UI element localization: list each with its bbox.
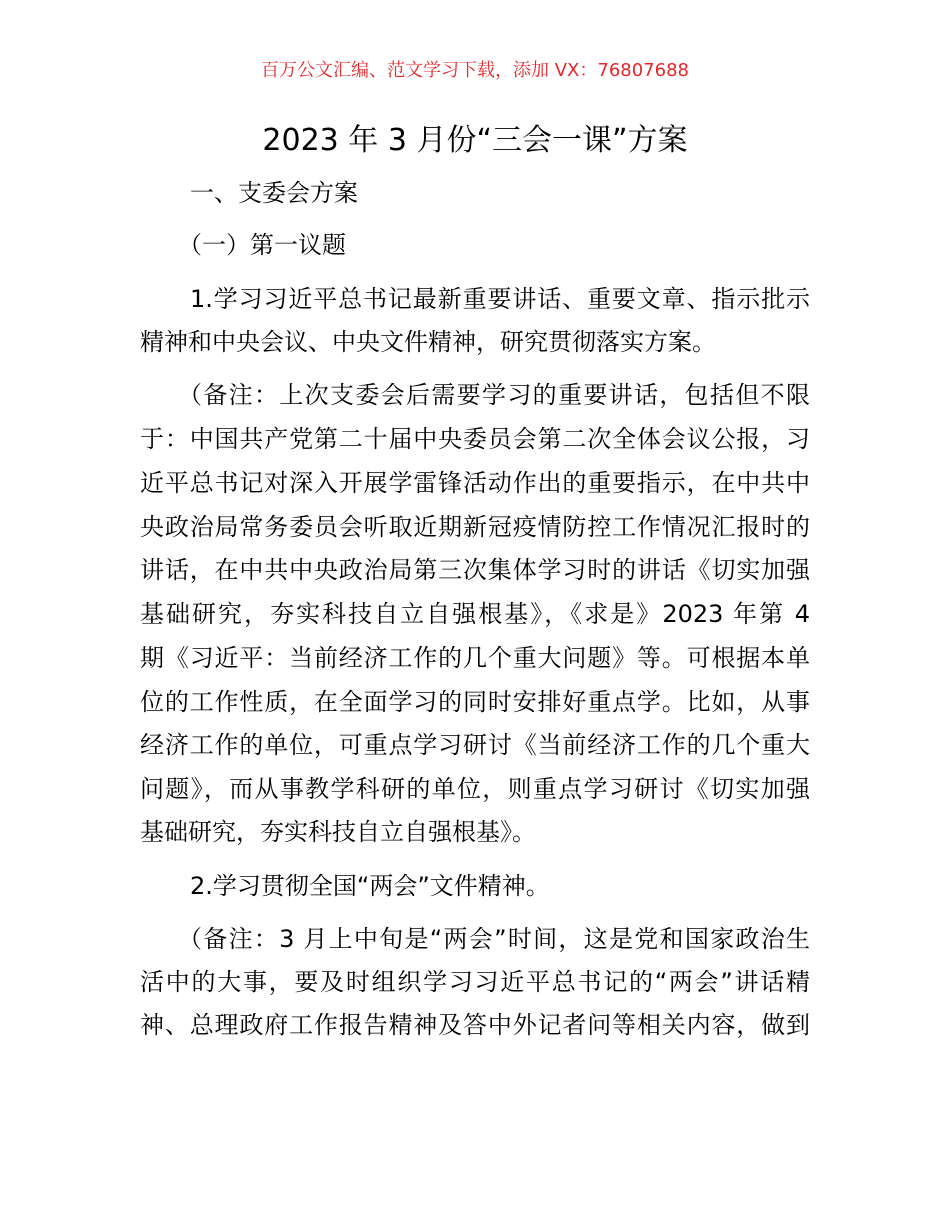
paragraph-line: 基础研究，夯实科技自立自强根基》。 [140,818,536,846]
header-note: 百万公文汇编、范文学习下载，添加 VX：76807688 [261,60,689,81]
paragraph-line: 期《习近平：当前经济工作的几个重大问题》等。可根据本单 [140,644,810,672]
paragraph-line: 1.学习习近平总书记最新重要讲话、重要文章、指示批示 [190,285,810,313]
paragraph-line: 2.学习贯彻全国“两会”文件精神。 [190,872,550,900]
paragraph-line: （备注：3 月上中旬是“两会”时间，这是党和国家政治生 [178,925,810,953]
paragraph-line: 经济工作的单位，可重点学习研讨《当前经济工作的几个重大 [140,731,810,759]
paragraph-line: 基础研究，夯实科技自立自强根基》，《求是》2023 年第 4 [140,600,810,628]
paragraph-line: 活中的大事，要及时组织学习习近平总书记的“两会”讲话精 [140,968,810,996]
paragraph-line: 神、总理政府工作报告精神及答中外记者问等相关内容，做到 [140,1011,810,1039]
subsection-heading: （一）第一议题 [178,231,346,259]
paragraph-line: 于：中国共产党第二十届中央委员会第二次全体会议公报，习 [140,425,810,453]
paragraph-line: 近平总书记对深入开展学雷锋活动作出的重要指示，在中共中 [140,469,810,497]
paragraph-line: （备注：上次支委会后需要学习的重要讲话，包括但不限 [178,381,810,409]
paragraph-line: 位的工作性质，在全面学习的同时安排好重点学。比如，从事 [140,688,810,716]
section-heading: 一、支委会方案 [190,179,358,207]
document-title: 2023 年 3 月份“三会一课”方案 [262,123,688,158]
paragraph-line: 讲话，在中共中央政治局第三次集体学习时的讲话《切实加强 [140,556,810,584]
paragraph-line: 央政治局常务委员会听取近期新冠疫情防控工作情况汇报时的 [140,513,810,541]
paragraph-line: 问题》，而从事教学科研的单位，则重点学习研讨《切实加强 [140,775,810,803]
paragraph-line: 精神和中央会议、中央文件精神，研究贯彻落实方案。 [140,328,716,356]
